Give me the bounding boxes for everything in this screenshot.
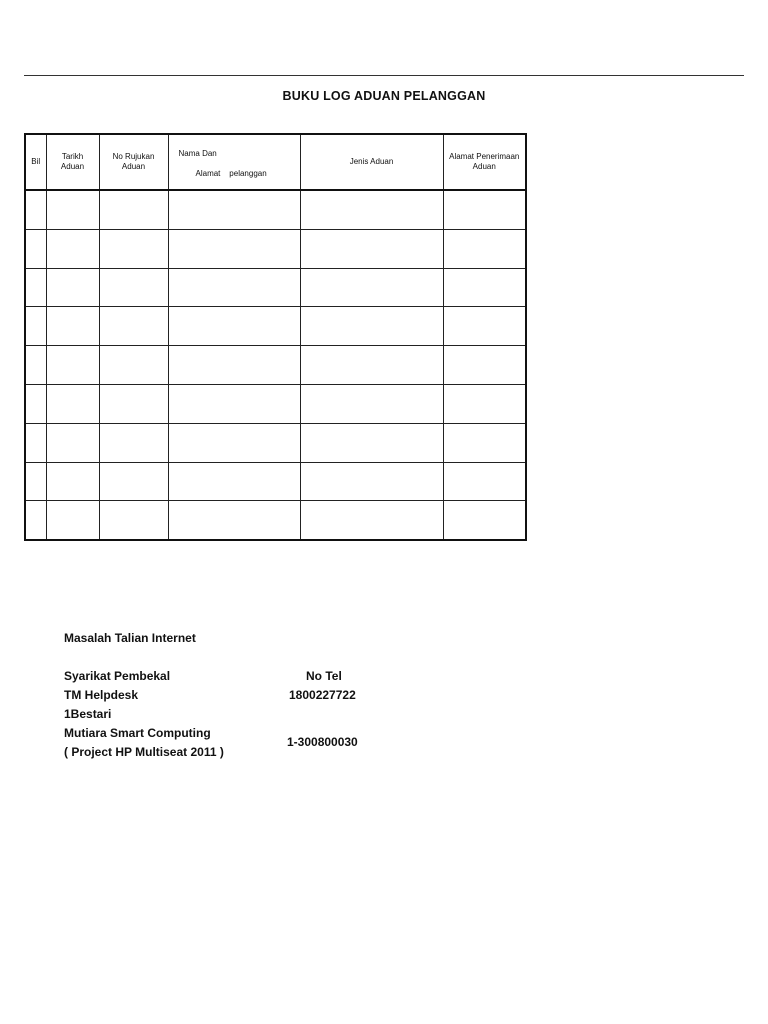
table-cell <box>300 423 443 462</box>
header-no-rujukan-aduan: No Rujukan Aduan <box>99 134 168 190</box>
table-row <box>25 229 526 268</box>
header-alamat-penerimaan: Alamat Penerimaan Aduan <box>443 134 526 190</box>
table-cell <box>99 501 168 540</box>
table-cell <box>99 423 168 462</box>
table-cell <box>99 307 168 346</box>
table-cell <box>168 268 300 307</box>
table-cell <box>46 346 99 385</box>
table-cell <box>168 229 300 268</box>
table-cell <box>300 501 443 540</box>
header-nama-line2: Alamat pelanggan <box>195 169 267 178</box>
table-cell <box>443 268 526 307</box>
mutiara-name: Mutiara Smart Computing <box>64 726 211 740</box>
header-tarikh-aduan: Tarikh Aduan <box>46 134 99 190</box>
top-rule <box>24 75 744 76</box>
table-cell <box>25 501 46 540</box>
header-nama-alamat <box>168 134 300 190</box>
table-header-row <box>25 134 526 190</box>
table-cell <box>300 462 443 501</box>
table-cell <box>46 229 99 268</box>
table-cell <box>46 501 99 540</box>
header-nama-line1: Nama Dan <box>178 149 217 158</box>
mutiara-project: ( Project HP Multiseat 2011 ) <box>64 745 224 759</box>
table-cell <box>46 462 99 501</box>
document-title: BUKU LOG ADUAN PELANGGAN <box>282 89 486 103</box>
mutiara-phone: 1-300800030 <box>287 735 358 749</box>
table-cell <box>25 462 46 501</box>
table-cell <box>443 190 526 229</box>
table-row <box>25 384 526 423</box>
table-cell <box>443 229 526 268</box>
table-cell <box>46 384 99 423</box>
table-cell <box>99 462 168 501</box>
table-cell <box>300 307 443 346</box>
table-row <box>25 346 526 385</box>
table-cell <box>99 190 168 229</box>
table-cell <box>443 462 526 501</box>
table-cell <box>46 190 99 229</box>
table-cell <box>168 190 300 229</box>
table-cell <box>443 346 526 385</box>
table-row <box>25 501 526 540</box>
bestari-name: 1Bestari <box>64 707 112 721</box>
table-cell <box>46 307 99 346</box>
table-cell <box>168 384 300 423</box>
table-row <box>25 307 526 346</box>
table-cell <box>46 423 99 462</box>
table-cell <box>99 384 168 423</box>
table-cell <box>168 423 300 462</box>
table-cell <box>443 384 526 423</box>
table-cell <box>300 384 443 423</box>
header-jenis-aduan: Jenis Aduan <box>300 134 443 190</box>
table-cell <box>443 307 526 346</box>
table-cell <box>300 346 443 385</box>
table-row <box>25 462 526 501</box>
table-cell <box>25 423 46 462</box>
table-cell <box>25 229 46 268</box>
table-cell <box>99 229 168 268</box>
table-cell <box>25 346 46 385</box>
table-cell <box>99 346 168 385</box>
supplier-header: Syarikat Pembekal <box>64 669 171 683</box>
table-cell <box>300 190 443 229</box>
table-cell <box>300 268 443 307</box>
table-row <box>25 190 526 229</box>
table-cell <box>25 190 46 229</box>
info-heading: Masalah Talian Internet <box>64 631 196 645</box>
phone-header: No Tel <box>306 669 342 683</box>
table-cell <box>25 268 46 307</box>
tm-helpdesk-phone: 1800227722 <box>289 688 356 702</box>
table-cell <box>168 307 300 346</box>
table-row <box>25 268 526 307</box>
table-cell <box>168 462 300 501</box>
complaint-log-table <box>24 133 527 541</box>
table-cell <box>25 384 46 423</box>
table-cell <box>46 268 99 307</box>
tm-helpdesk-name: TM Helpdesk <box>64 688 139 702</box>
table-cell <box>300 229 443 268</box>
table-cell <box>25 307 46 346</box>
header-bil: Bil <box>25 134 46 190</box>
table-row <box>25 423 526 462</box>
table-cell <box>168 501 300 540</box>
table-cell <box>99 268 168 307</box>
table-cell <box>443 501 526 540</box>
table-cell <box>443 423 526 462</box>
table-cell <box>168 346 300 385</box>
